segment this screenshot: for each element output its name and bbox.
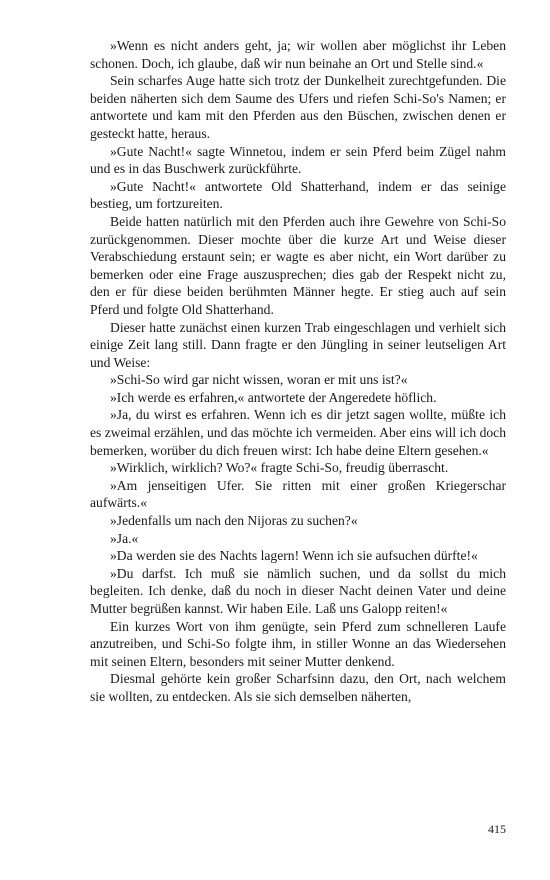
paragraph: »Jedenfalls um nach den Nijoras zu suchen?« xyxy=(110,513,358,529)
body-text xyxy=(90,37,506,706)
paragraph: »Schi-So wird gar nicht wissen, woran er mit uns ist?« xyxy=(110,372,408,388)
paragraph: »Am jenseitigen Ufer. Sie ritten mit einer großen Kriegerschar aufwärts.« xyxy=(90,477,506,511)
paragraph: Beide hatten natürlich mit den Pferden auch ihre Gewehre von Schi-So zurückgenommen. Dieser mochte über die kurze Art und Weise dieser Verabschiedung erstaunt sein; er wagte es aber nicht, ein Wort darüber zu bemerken oder eine Frage auszusprechen; dies gab der Respekt nicht zu, den er für diese beiden berühmten Männer hegte. Er stieg auch auf sein Pferd und folgte Old Shatterhand. xyxy=(90,213,506,317)
paragraph: Ein kurzes Wort von ihm genügte, sein Pferd zum schnelleren Laufe anzutreiben, und Schi-So folgte ihm, in stiller Wonne an das Wiedersehen mit seinen Eltern, besonders mit seiner Mutter denkend. xyxy=(90,618,506,669)
paragraph: Dieser hatte zunächst einen kurzen Trab eingeschlagen und verhielt sich einige Zeit lang still. Dann fragte er den Jüngling in seiner leutseligen Art und Weise: xyxy=(90,319,506,370)
paragraph: »Da werden sie des Nachts lagern! Wenn ich sie aufsuchen dürfte!« xyxy=(110,548,478,564)
paragraph: »Gute Nacht!« sagte Winnetou, indem er sein Pferd beim Zügel nahm und es in das Buschwerk zurückführte. xyxy=(90,143,506,177)
paragraph: Diesmal gehörte kein großer Scharfsinn dazu, den Ort, nach welchem sie wollten, zu entdecken. Als sie sich demselben näherten, xyxy=(90,671,506,704)
paragraph: »Gute Nacht!« antwortete Old Shatterhand, indem er das seinige bestieg, um fortzureiten. xyxy=(90,178,506,212)
paragraph: Sein scharfes Auge hatte sich trotz der Dunkelheit zurechtgefunden. Die beiden näherten sich dem Saume des Ufers und riefen Schi-So's Namen; er antwortete und kam mit den Pferden aus den Büschen, zwischen denen er gesteckt hatte, heraus. xyxy=(90,73,506,141)
paragraph: »Ja, du wirst es erfahren. Wenn ich es dir jetzt sagen wollte, müßte ich es zweimal erzählen, und das möchte ich vermeiden. Aber eins will ich doch bemerken, worüber du dich freuen wirst: Ich habe deine Eltern gesehen.« xyxy=(90,407,506,458)
paragraph: »Ich werde es erfahren,« antwortete der Angeredete höflich. xyxy=(110,389,437,405)
paragraph: »Du darfst. Ich muß sie nämlich suchen, und da sollst du mich begleiten. Ich denke, daß du noch in dieser Nacht deinen Vater und deine Mutter begrüßen kannst. Wir haben Eile. Laß uns Galopp reiten!« xyxy=(90,565,506,616)
paragraph: »Wirklich, wirklich? Wo?« fragte Schi-So, freudig überrascht. xyxy=(110,460,449,476)
paragraph: »Wenn es nicht anders geht, ja; wir wollen aber möglichst ihr Leben schonen. Doch, ich glaube, daß wir nun beinahe an Ort und Stelle sind.« xyxy=(90,38,506,71)
paragraph: »Ja.« xyxy=(110,530,139,546)
page-number: 415 xyxy=(488,822,506,836)
